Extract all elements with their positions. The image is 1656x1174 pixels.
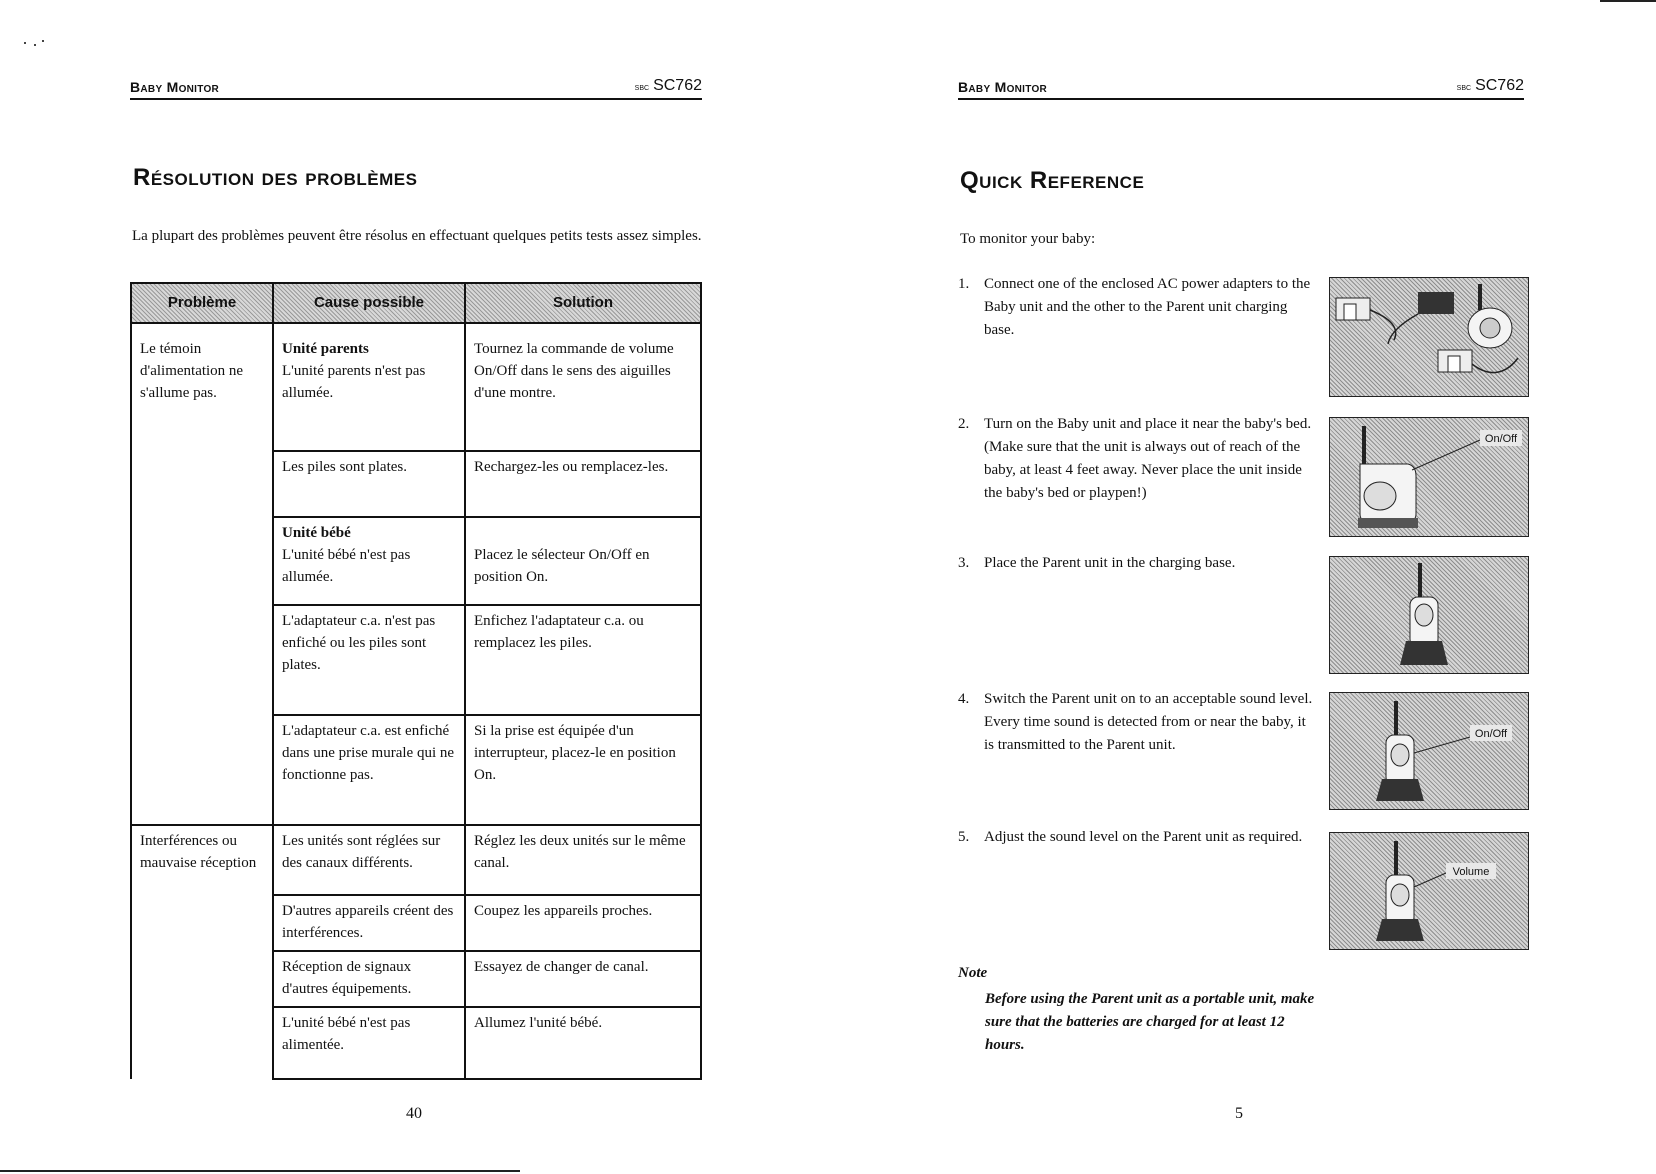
cause-text: L'unité bébé n'est pas allumée. [282,547,411,585]
header-model-prefix: sbc [634,82,650,93]
solution-text: Allumez l'unité bébé. [474,1015,603,1031]
cause-text: Les unités sont réglées sur des canaux différents. [282,833,441,871]
table-row [131,323,701,451]
column-header-solution: Solution [465,283,701,323]
table-header-row [131,283,701,323]
cause-cell [273,715,465,825]
solution-cell [465,1007,701,1079]
running-header [130,76,702,100]
solution-text: Placez le sélecteur On/Off en position On. [474,547,650,585]
scan-speck [24,42,26,44]
solution-cell [465,517,701,605]
on-off-label: On/Off [1484,433,1518,445]
step-text: Connect one of the enclosed AC power adapters to the Baby unit and the other to the Parent unit charging base. [984,276,1311,338]
solution-text: Tournez la commande de volume On/Off dans le sens des aiguilles d'une montre. [474,341,674,401]
step-text: Adjust the sound level on the Parent unit as required. [984,829,1303,845]
cause-heading: Unité parents [282,341,369,357]
step-number: 5. [958,829,970,845]
cause-heading: Unité bébé [282,525,351,541]
solution-cell [465,951,701,1007]
solution-text: Essayez de changer de canal. [474,959,649,975]
header-model [635,77,702,95]
page-title: Résolution des problèmes [133,164,418,191]
step-number: 2. [958,416,970,432]
solution-cell [465,451,701,517]
cause-cell [273,451,465,517]
step-text: Place the Parent unit in the charging base. [984,555,1236,571]
cause-text: L'unité bébé n'est pas alimentée. [282,1015,411,1053]
note-text: Before using the Parent unit as a portable unit, make sure that the batteries are charged for at least 12 hours. [985,991,1315,1053]
cause-cell [273,517,465,605]
cause-cell [273,895,465,951]
troubleshooting-table [130,282,702,1080]
cause-cell [273,951,465,1007]
cause-text: L'adaptateur c.a. n'est pas enfiché ou les piles sont plates. [282,613,436,673]
page-number: 40 [406,1105,422,1122]
step-number: 4. [958,691,970,707]
header-model [1457,77,1524,95]
solution-text: Rechargez-les ou remplacez-les. [474,459,669,475]
power-adapter-connection-icon [1329,277,1529,397]
header-brand: Baby Monitor [130,79,220,95]
problem-text: Interférences ou mauvaise réception [140,833,257,871]
solution-cell [465,605,701,715]
problem-text: Le témoin d'alimentation ne s'allume pas. [140,341,244,401]
solution-text: Si la prise est équipée d'un interrupteur, placez-le en position On. [474,723,676,783]
scan-speck [42,40,44,42]
problem-cell [131,323,273,825]
right-page [828,0,1656,1174]
problem-cell [131,825,273,1079]
cause-cell [273,1007,465,1079]
intro-text: La plupart des problèmes peuvent être résolus en effectuant quelques petits tests assez simples. [132,228,702,244]
solution-text: Coupez les appareils proches. [474,903,653,919]
step-number: 1. [958,276,970,292]
intro-text: To monitor your baby: [960,231,1096,247]
page-title: Quick Reference [960,167,1145,194]
solution-cell [465,825,701,895]
solution-text: Enfichez l'adaptateur c.a. ou remplacez les piles. [474,613,644,651]
solution-cell [465,715,701,825]
solution-cell [465,323,701,451]
step-number: 3. [958,555,970,571]
solution-cell [465,895,701,951]
header-model-number: SC762 [1475,77,1524,94]
scan-edge-line [0,1170,520,1172]
cause-text: D'autres appareils créent des interférences. [282,903,454,941]
cause-cell [273,605,465,715]
scan-speck [34,44,36,46]
header-brand: Baby Monitor [958,79,1048,95]
step-text: Turn on the Baby unit and place it near the baby's bed. (Make sure that the unit is always out of reach of the baby, at least 4 feet away. Never place the unit inside the baby's bed or playpen!) [984,416,1312,501]
cause-cell [273,825,465,895]
page-number: 5 [1235,1105,1243,1122]
column-header-problem: Problème [131,283,273,323]
header-model-number: SC762 [653,77,702,94]
cause-text: L'unité parents n'est pas allumée. [282,363,426,401]
parent-unit-charging-icon [1329,556,1529,674]
cause-text: Les piles sont plates. [282,459,407,475]
column-header-cause: Cause possible [273,283,465,323]
note-title: Note [958,965,988,981]
parent-unit-on-off-icon [1329,692,1529,810]
cause-text: L'adaptateur c.a. est enfiché dans une prise murale qui ne fonctionne pas. [282,723,455,783]
cause-cell [273,323,465,451]
header-model-prefix: sbc [1456,82,1472,93]
running-header [958,76,1524,100]
solution-text: Réglez les deux unités sur le même canal. [474,833,686,871]
on-off-label: On/Off [1474,728,1508,740]
baby-unit-on-off-icon [1329,417,1529,537]
scan-edge-line [1600,0,1656,2]
table-row [131,825,701,895]
parent-unit-volume-icon [1329,832,1529,950]
cause-text: Réception de signaux d'autres équipements. [282,959,412,997]
volume-label: Volume [1452,866,1490,878]
step-text: Switch the Parent unit on to an acceptable sound level. Every time sound is detected from or near the baby, it is transmitted to the Parent unit. [984,691,1313,753]
